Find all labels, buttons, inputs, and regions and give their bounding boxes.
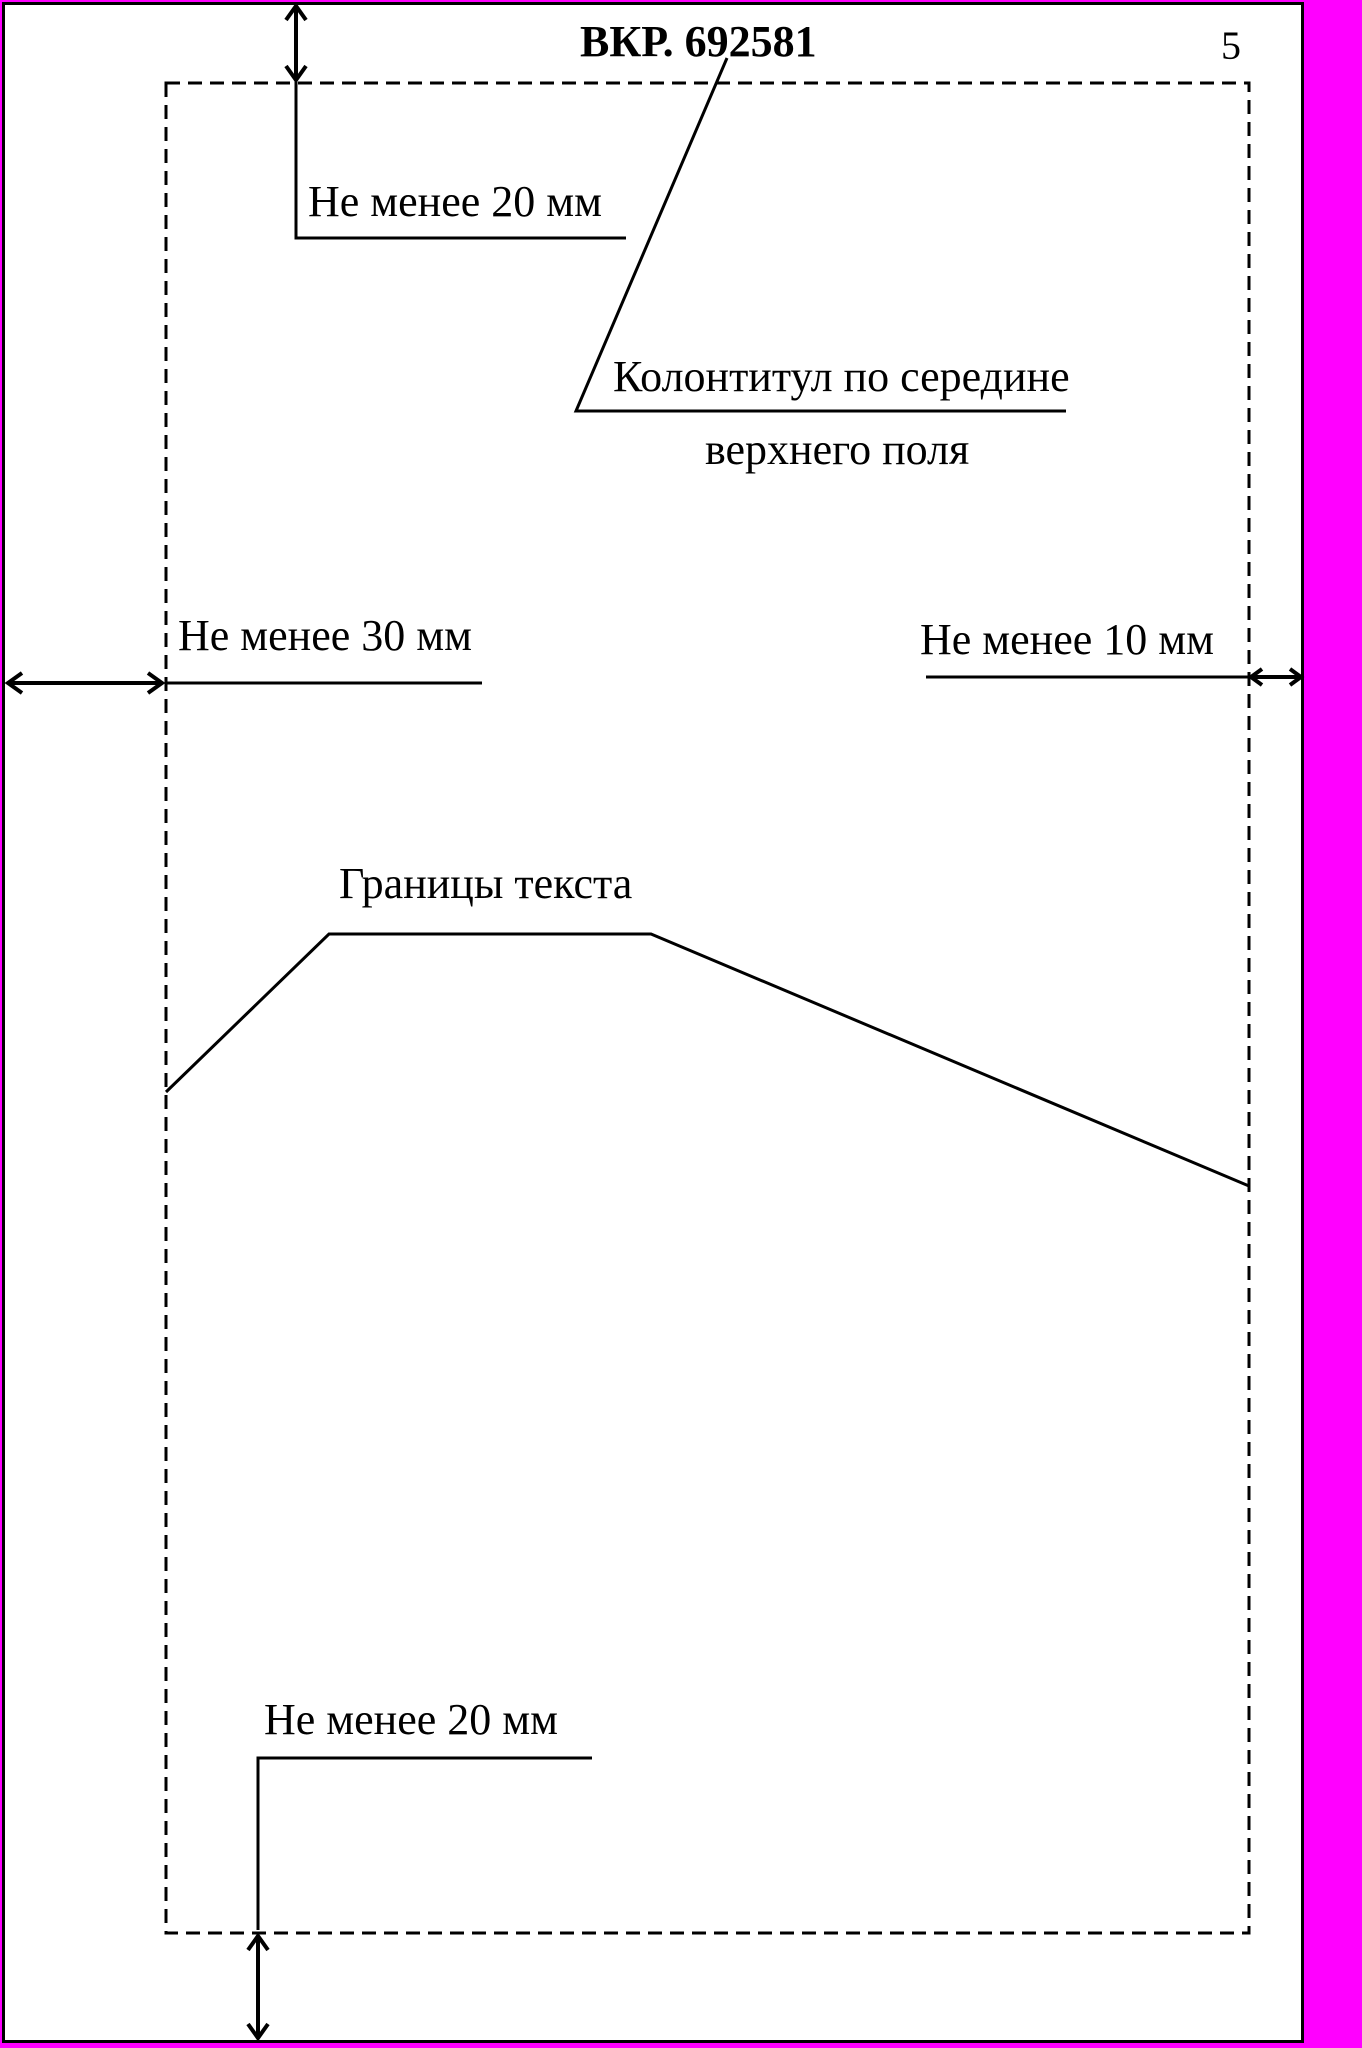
- header-note-label-line2: верхнего поля: [705, 425, 970, 474]
- right-margin-arrow: [1251, 669, 1301, 685]
- page-number: 5: [1221, 23, 1241, 68]
- bottom-margin-leader: [258, 1758, 592, 1930]
- bottom-margin-label: Не менее 20 мм: [264, 1695, 558, 1744]
- header-note-label-line1: Колонтитул по середине: [613, 352, 1070, 401]
- bottom-margin-arrow: [248, 1936, 268, 2038]
- top-margin-label: Не менее 20 мм: [308, 177, 602, 226]
- document-code: ВКР. 692581: [580, 17, 817, 66]
- text-bounds-leader: [166, 934, 1249, 1186]
- text-bounds-label: Границы текста: [339, 859, 633, 908]
- left-margin-label: Не менее 30 мм: [178, 611, 472, 660]
- top-margin-arrow: [286, 6, 306, 80]
- right-margin-label: Не менее 10 мм: [920, 615, 1214, 664]
- left-margin-arrow: [8, 673, 162, 693]
